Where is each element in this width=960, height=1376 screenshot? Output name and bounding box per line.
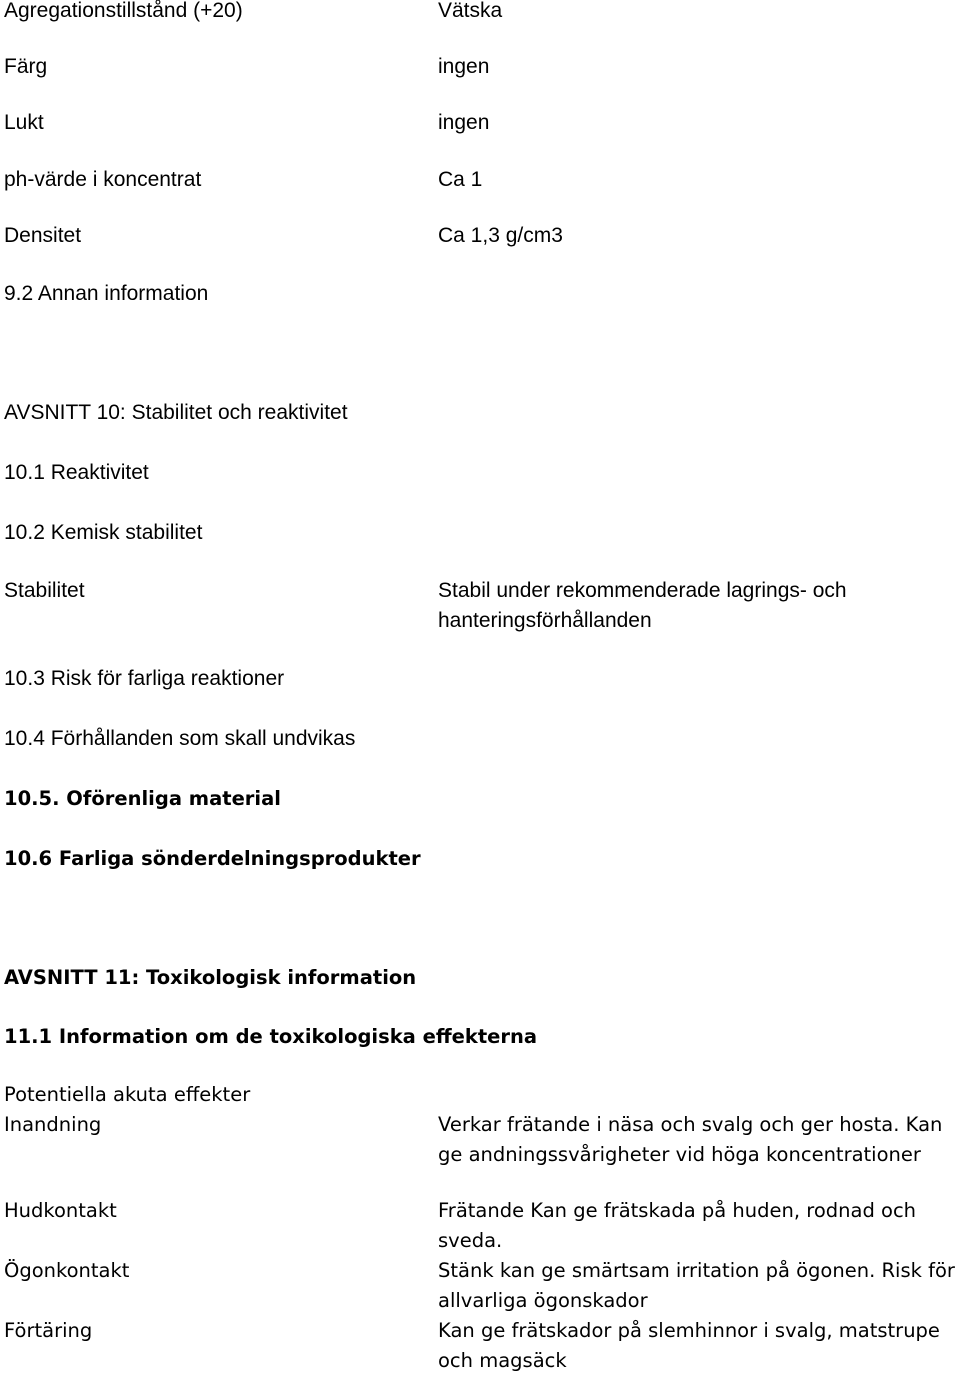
effect-text-skin-line2: sveda. (438, 1229, 503, 1252)
property-label-odor: Lukt (4, 111, 44, 134)
effect-label-inhalation: Inandning (4, 1113, 102, 1136)
property-label-color: Färg (4, 55, 48, 78)
property-label-density: Densitet (4, 224, 82, 247)
effect-text-eye-line1: Stänk kan ge smärtsam irritation på ögonen. Risk för (438, 1259, 955, 1282)
property-value-state: Vätska (438, 0, 503, 22)
effect-label-eye: Ögonkontakt (4, 1259, 130, 1282)
property-value-color: ingen (438, 55, 490, 78)
effect-text-ingestion-line2: och magsäck (438, 1349, 567, 1372)
property-label-state: Agregationstillstånd (+20) (4, 0, 243, 22)
subheading-11-1: 11.1 Information om de toxikologiska effekterna (4, 1025, 538, 1048)
effect-label-ingestion: Förtäring (4, 1319, 93, 1342)
section-11-title: AVSNITT 11: Toxikologisk information (4, 966, 417, 989)
subheading-9-2: 9.2 Annan information (4, 282, 209, 305)
property-value-ph: Ca 1 (438, 168, 483, 191)
subheading-10-2: 10.2 Kemisk stabilitet (4, 521, 203, 544)
property-label-ph: ph-värde i koncentrat (4, 168, 202, 191)
property-value-density: Ca 1,3 g/cm3 (438, 224, 563, 247)
subheading-10-5: 10.5. Oförenliga material (4, 787, 281, 810)
effect-text-skin-line1: Frätande Kan ge frätskada på huden, rodnad och (438, 1199, 917, 1222)
effect-text-ingestion-line1: Kan ge frätskador på slemhinnor i svalg, matstrupe (438, 1319, 940, 1342)
subheading-10-4: 10.4 Förhållanden som skall undvikas (4, 727, 356, 750)
stability-value-line1: Stabil under rekommenderade lagrings- och (438, 579, 847, 602)
effect-text-eye-line2: allvarliga ögonskador (438, 1289, 648, 1312)
effect-text-inhalation-line2: ge andningssvårigheter vid höga koncentrationer (438, 1143, 921, 1166)
subheading-10-6: 10.6 Farliga sönderdelningsprodukter (4, 847, 421, 870)
stability-label: Stabilitet (4, 579, 85, 602)
property-value-odor: ingen (438, 111, 490, 134)
section-10-title: AVSNITT 10: Stabilitet och reaktivitet (4, 401, 348, 424)
effect-label-skin: Hudkontakt (4, 1199, 117, 1222)
effect-text-inhalation-line1: Verkar frätande i näsa och svalg och ger hosta. Kan (438, 1113, 943, 1136)
acute-effects-heading: Potentiella akuta effekter (4, 1083, 251, 1106)
subheading-10-3: 10.3 Risk för farliga reaktioner (4, 667, 285, 690)
subheading-10-1: 10.1 Reaktivitet (4, 461, 149, 484)
stability-value-line2: hanteringsförhållanden (438, 609, 652, 632)
